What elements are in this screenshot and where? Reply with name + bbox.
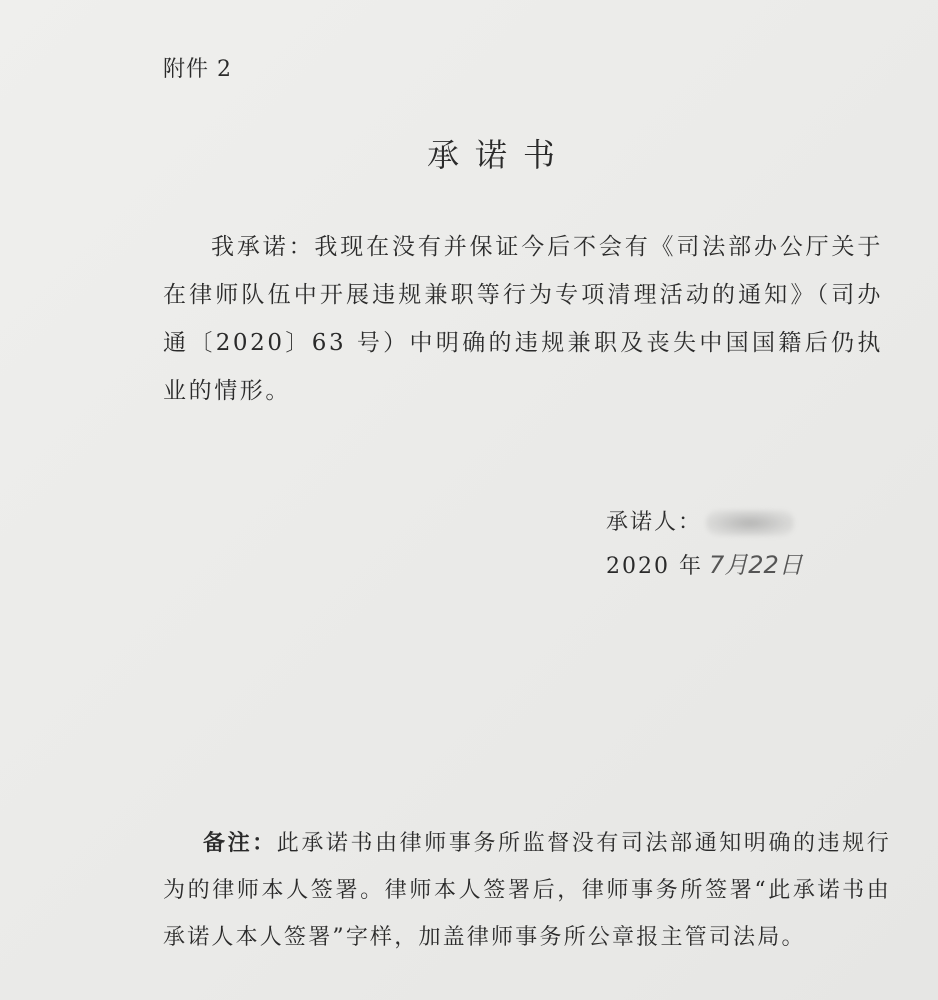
redacted-signature (706, 510, 794, 536)
attachment-label: 附件 2 (163, 57, 232, 82)
note-label: 备注： (203, 830, 277, 856)
signature-block (606, 502, 803, 586)
document-title: 承诺书 (426, 136, 571, 174)
note-text: 此承诺书由律师事务所监督没有司法部通知明确的违规行为的律师本人签署。律师本人签署后，律师事务所签署“此承诺书由承诺人本人签署”字样，加盖律师事务所公章报主管司法局。 (163, 831, 891, 950)
commitment-paragraph: 我承诺：我现在没有并保证今后不会有《司法部办公厅关于在律师队伍中开展违规兼职等行为专项清理活动的通知》（司办通〔2020〕63 号）中明确的违规兼职及丧失中国国籍后仍执业的情形。 (163, 234, 883, 404)
signer-label: 承诺人： (606, 510, 703, 535)
note-paragraph (163, 820, 891, 961)
date-row (606, 544, 803, 586)
handwritten-date: 7月22日 (708, 551, 803, 579)
signer-row (606, 502, 803, 544)
date-year: 2020 年 (606, 554, 703, 579)
